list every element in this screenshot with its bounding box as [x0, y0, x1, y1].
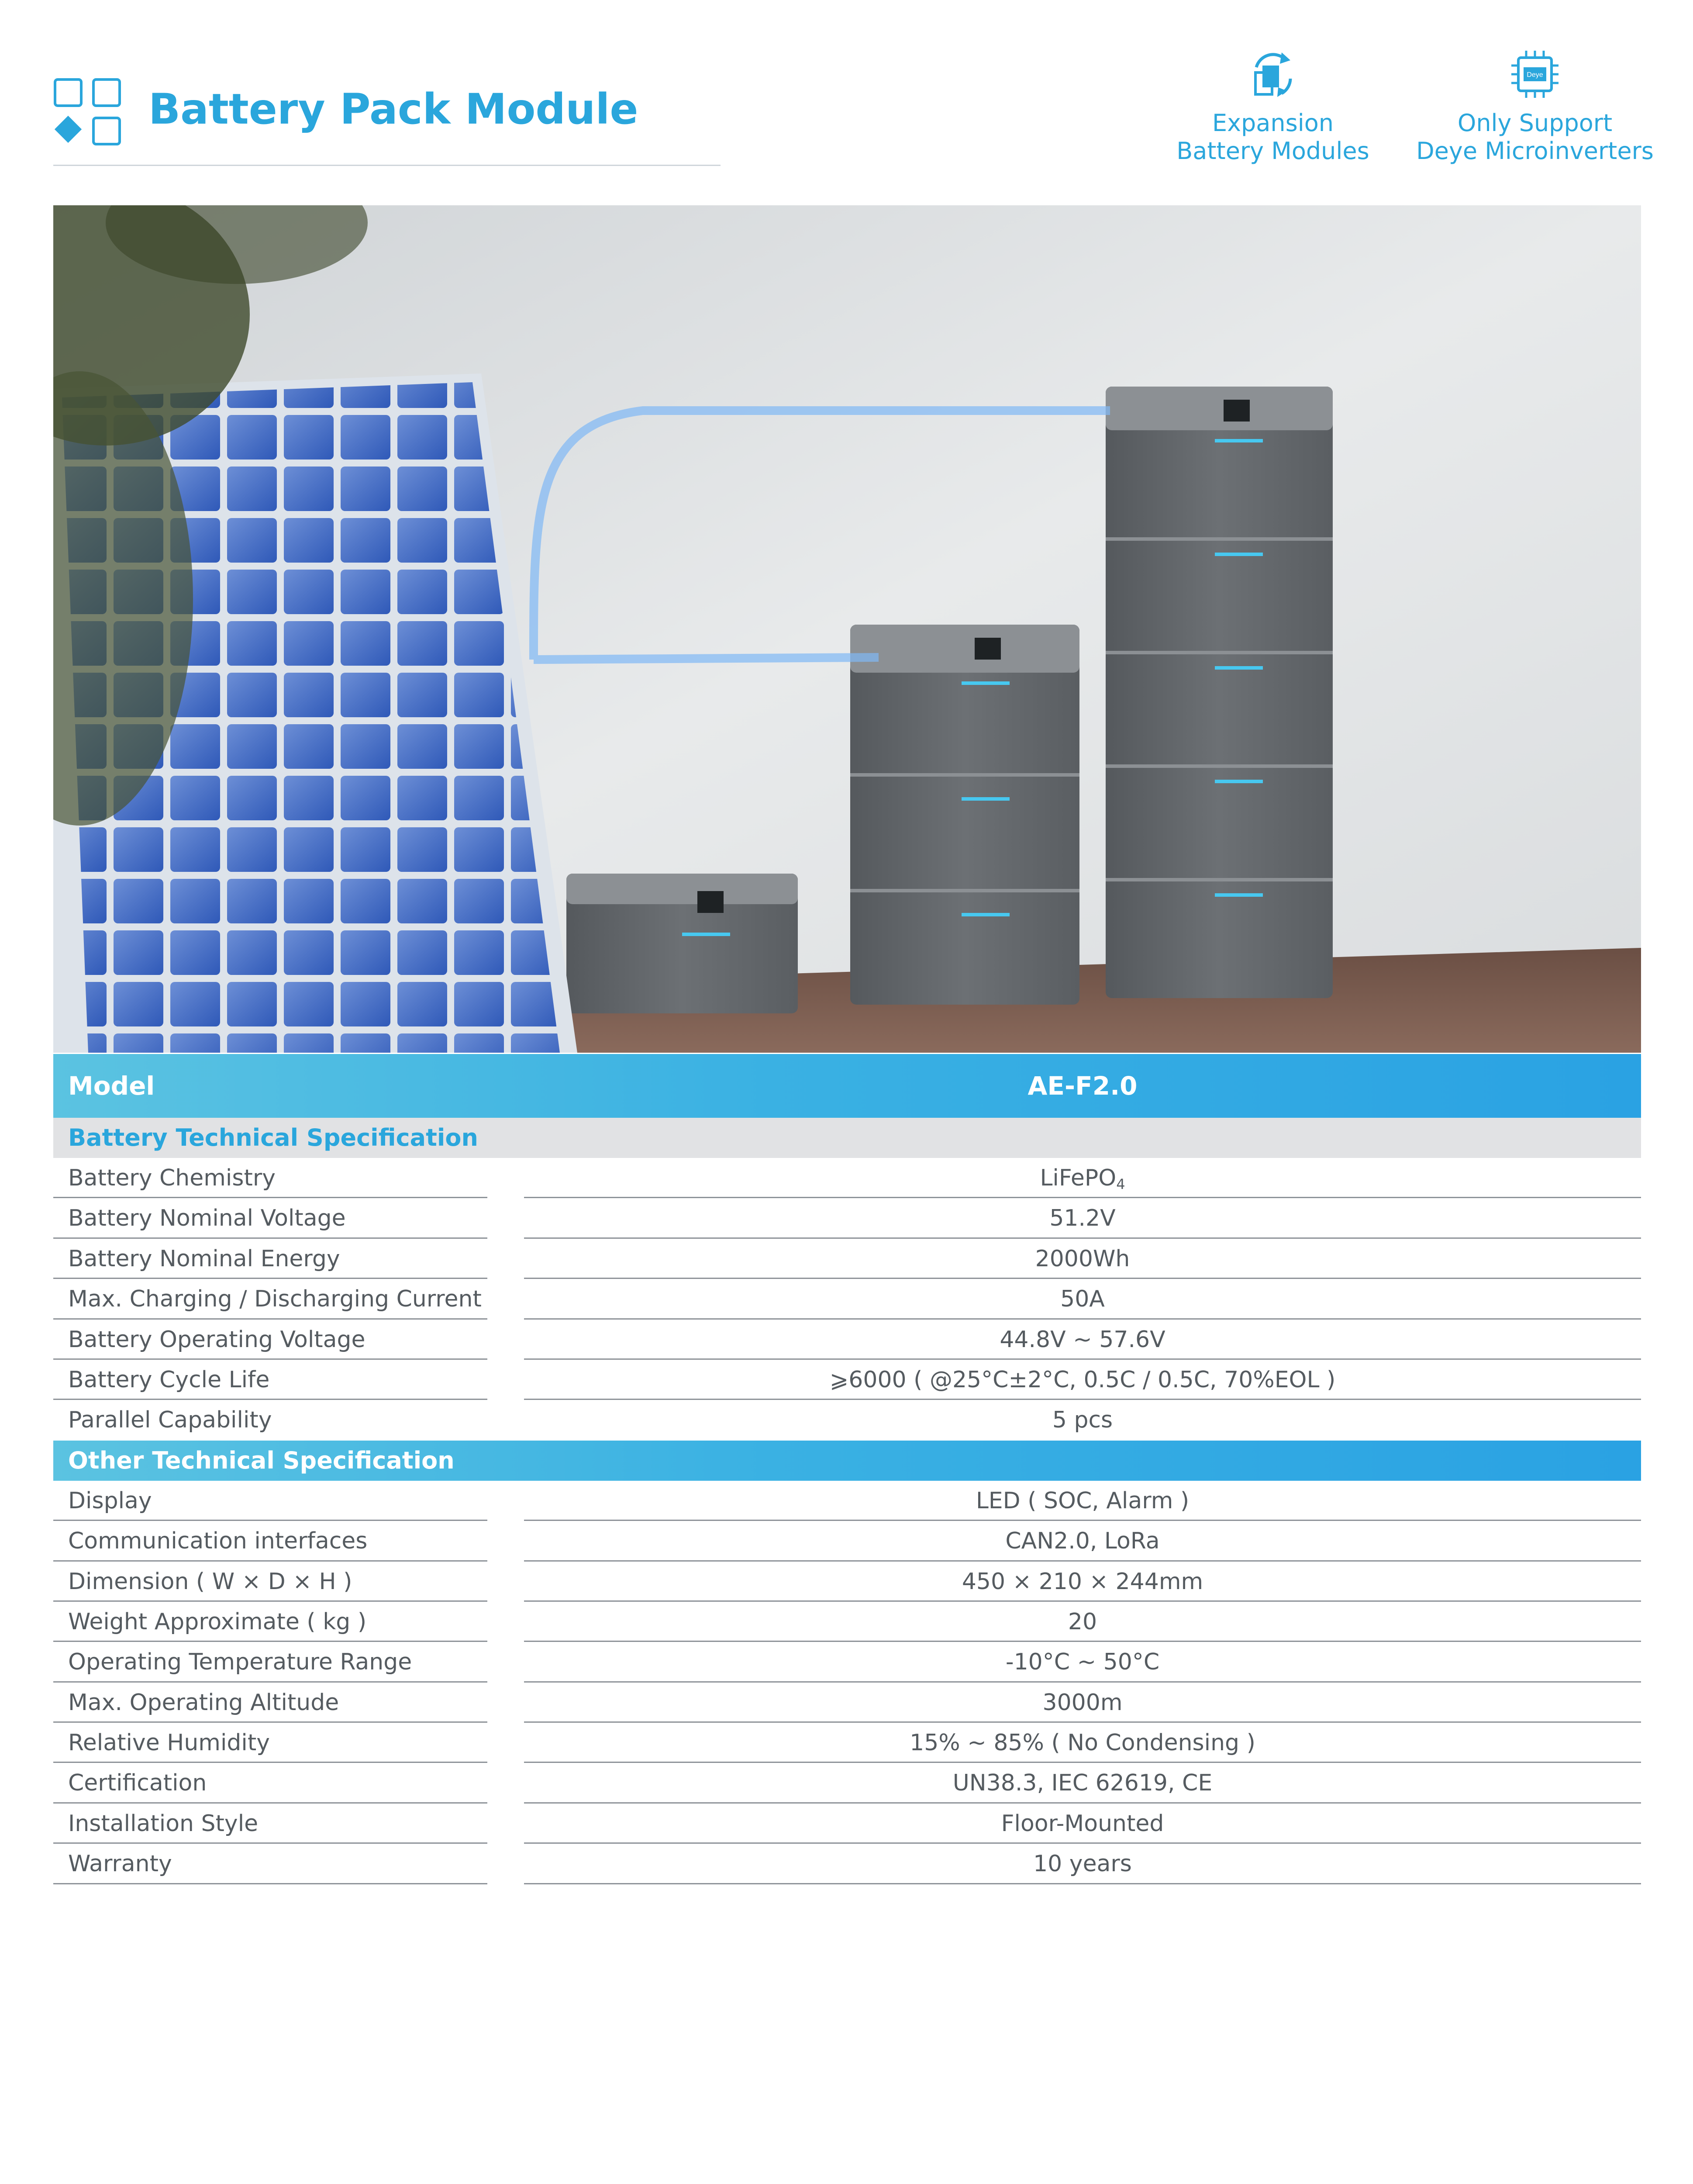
- table-row: [53, 1642, 1641, 1682]
- table-row: [53, 1602, 1641, 1642]
- expansion-refresh-icon: [1247, 48, 1299, 100]
- spec-value: 50A: [1060, 1286, 1105, 1313]
- spec-label: Battery Operating Voltage: [68, 1326, 365, 1353]
- spec-value: LED ( SOC, Alarm ): [976, 1487, 1190, 1514]
- spec-label: Operating Temperature Range: [68, 1649, 412, 1676]
- row-divider: [524, 1883, 1641, 1884]
- spec-value: 10 years: [1033, 1851, 1132, 1877]
- battery-section-title: Battery Technical Specification: [68, 1124, 478, 1151]
- table-row: [53, 1562, 1641, 1602]
- spec-label: Max. Operating Altitude: [68, 1689, 339, 1716]
- spec-value: Floor-Mounted: [1001, 1810, 1164, 1837]
- table-row: [53, 1844, 1641, 1884]
- spec-label: Dimension ( W × D × H ): [68, 1568, 352, 1595]
- table-row: [53, 1158, 1641, 1198]
- spec-label: Weight Approximate ( kg ): [68, 1608, 367, 1635]
- feature-expansion-line1: Expansion: [1212, 109, 1334, 137]
- battery-installation-photo: [53, 205, 1641, 1053]
- spec-label: Certification: [68, 1770, 207, 1797]
- spec-label: Communication interfaces: [68, 1528, 368, 1555]
- spec-value: 2000Wh: [1035, 1245, 1130, 1272]
- spec-value: 450 × 210 × 244mm: [962, 1568, 1203, 1595]
- spec-label: Battery Nominal Energy: [68, 1245, 340, 1272]
- spec-value: 51.2V: [1049, 1205, 1116, 1232]
- battery-section-header: [53, 1118, 1641, 1158]
- table-row: [53, 1521, 1641, 1561]
- table-row: [53, 1481, 1641, 1521]
- feature-microinverter: [1413, 48, 1657, 165]
- table-row: [53, 1763, 1641, 1803]
- spec-value: LiFePO$_4$: [1040, 1165, 1125, 1192]
- spec-value: UN38.3, IEC 62619, CE: [952, 1770, 1213, 1797]
- spec-value: 3000m: [1042, 1689, 1123, 1716]
- spec-value: -10°C ~ 50°C: [1005, 1649, 1160, 1676]
- spec-label: Installation Style: [68, 1810, 259, 1837]
- model-header-row: [53, 1054, 1641, 1118]
- spec-value: CAN2.0, LoRa: [1005, 1528, 1160, 1555]
- svg-text:Deye: Deye: [1527, 71, 1543, 79]
- table-row: [53, 1198, 1641, 1238]
- spec-label: Max. Charging / Discharging Current: [68, 1286, 482, 1313]
- row-divider: [53, 1883, 487, 1884]
- table-row: [53, 1360, 1641, 1400]
- feature-expansion-line2: Battery Modules: [1176, 137, 1369, 165]
- module-grid-logo-icon: [53, 78, 121, 146]
- spec-table: [53, 1054, 1641, 1884]
- spec-label: Battery Chemistry: [68, 1165, 276, 1191]
- spec-value: ⩾6000 ( @25°C±2°C, 0.5C / 0.5C, 70%EOL ): [829, 1366, 1336, 1393]
- feature-expansion: [1151, 48, 1395, 165]
- title-divider: [53, 165, 721, 166]
- table-row: [53, 1804, 1641, 1844]
- table-row: [53, 1320, 1641, 1360]
- model-value: AE-F2.0: [1028, 1071, 1138, 1101]
- spec-label: Relative Humidity: [68, 1730, 270, 1756]
- feature-micro-line2: Deye Microinverters: [1416, 137, 1654, 165]
- spec-label: Display: [68, 1487, 152, 1514]
- other-section-header: [53, 1441, 1641, 1481]
- page-title: Battery Pack Module: [148, 85, 638, 134]
- spec-label: Warranty: [68, 1851, 172, 1877]
- table-row: [53, 1683, 1641, 1723]
- spec-value: 5 pcs: [1052, 1407, 1113, 1434]
- table-row: [53, 1723, 1641, 1763]
- feature-micro-line1: Only Support: [1457, 109, 1613, 137]
- table-row: [53, 1239, 1641, 1279]
- spec-label: Battery Nominal Voltage: [68, 1205, 346, 1232]
- table-row: [53, 1279, 1641, 1319]
- table-row: [53, 1400, 1641, 1440]
- spec-label: Battery Cycle Life: [68, 1366, 270, 1393]
- spec-value: 44.8V ~ 57.6V: [1000, 1326, 1165, 1353]
- model-label: Model: [68, 1071, 155, 1101]
- spec-label: Parallel Capability: [68, 1407, 272, 1434]
- spec-value: 20: [1068, 1608, 1097, 1635]
- spec-value: 15% ~ 85% ( No Condensing ): [910, 1730, 1255, 1756]
- microinverter-chip-icon: [1509, 48, 1561, 100]
- other-section-title: Other Technical Specification: [68, 1446, 455, 1474]
